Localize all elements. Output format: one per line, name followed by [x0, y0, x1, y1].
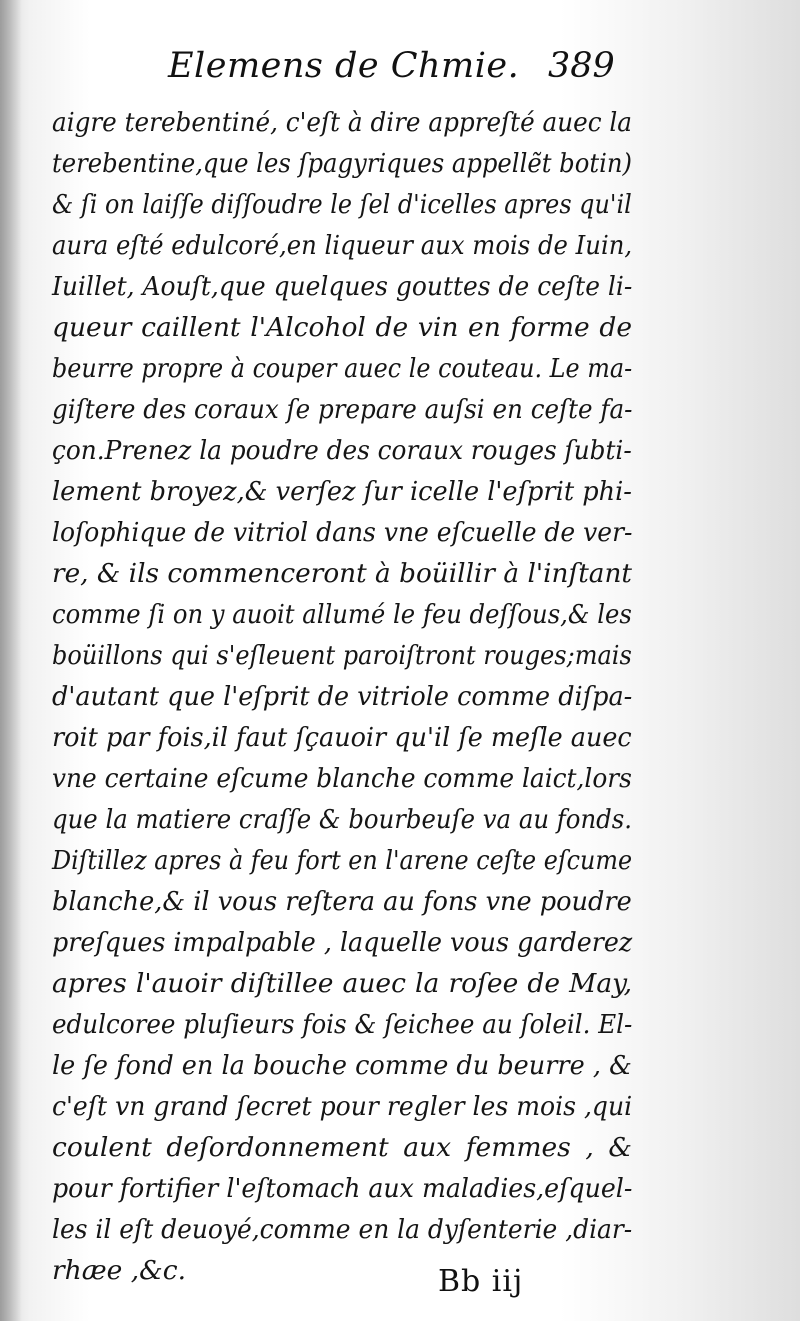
text-line: que la matiere craſſe & bourbeuſe va au fonds.	[52, 804, 632, 835]
text-line: re, & ils commenceront à boüillir à l'inſtant	[52, 558, 633, 589]
text-line: çon.Prenez la poudre des coraux rouges ſubti-	[52, 435, 632, 466]
text-line: boüillons qui s'eſleuent paroiſtront rouges;mais	[52, 640, 632, 671]
body-text	[52, 102, 632, 1291]
text-line: & ſi on laiſſe diſſoudre le ſel d'icelles apres qu'il	[52, 189, 632, 220]
text-line: Diſtillez apres à feu fort en l'arene ceſte eſcume	[52, 845, 633, 876]
text-line: c'eſt vn grand ſecret pour regler les mois ,qui	[52, 1091, 633, 1122]
text-line: les il eſt deuoyé,comme en la dyſenterie ,diar-	[52, 1214, 633, 1245]
text-line: comme ſi on y auoit allumé le feu deſſous,& les	[52, 599, 632, 630]
signature-mark: Bb iij	[438, 1264, 524, 1299]
text-line: loſophique de vitriol dans vne eſcuelle de ver-	[52, 517, 633, 548]
text-line: pour fortifier l'eſtomach aux maladies,eſquel-	[52, 1173, 633, 1204]
text-line: apres l'auoir diſtillee auec la roſee de May,	[52, 968, 632, 999]
text-line: giſtere des coraux ſe prepare auſsi en ceſte fa-	[52, 394, 633, 425]
text-line: preſques impalpable , laquelle vous garderez	[52, 927, 633, 958]
text-line: lement broyez,& verſez ſur icelle l'eſprit phi-	[52, 476, 632, 507]
text-line: aigre terebentiné, c'eſt à dire appreſté auec la	[52, 107, 632, 138]
text-line: edulcoree pluſieurs fois & ſeichee au ſoleil. El-	[52, 1009, 633, 1040]
running-title: Elemens de Chmie.	[168, 46, 520, 86]
binding-gutter-shadow	[0, 0, 22, 1321]
text-line: coulent deſordonnement aux femmes , &	[52, 1132, 632, 1163]
text-line: le ſe fond en la bouche comme du beurre , &	[52, 1050, 632, 1081]
text-line: Iuillet, Aouſt,que quelques gouttes de ceſte li-	[52, 271, 633, 302]
text-line: beurre propre à couper auec le couteau. Le ma-	[52, 353, 633, 384]
text-line: rhæe ,&c.	[52, 1255, 187, 1286]
page-number: 389	[548, 46, 615, 86]
page-header	[0, 46, 800, 96]
text-line: blanche,& il vous reſtera au fons vne poudre	[52, 886, 632, 917]
text-line: terebentine,que les ſpagyriques appellẽt botin)	[52, 148, 632, 179]
text-line: aura eſté edulcoré,en liqueur aux mois de Iuin,	[52, 230, 633, 261]
text-line: queur caillent l'Alcohol de vin en forme de	[52, 312, 632, 343]
text-line: roit par fois,il faut ſçauoir qu'il ſe meſle auec	[52, 722, 632, 753]
text-line: vne certaine eſcume blanche comme laict,lors	[52, 763, 632, 794]
text-line: d'autant que l'eſprit de vitriole comme diſpa-	[52, 681, 633, 712]
